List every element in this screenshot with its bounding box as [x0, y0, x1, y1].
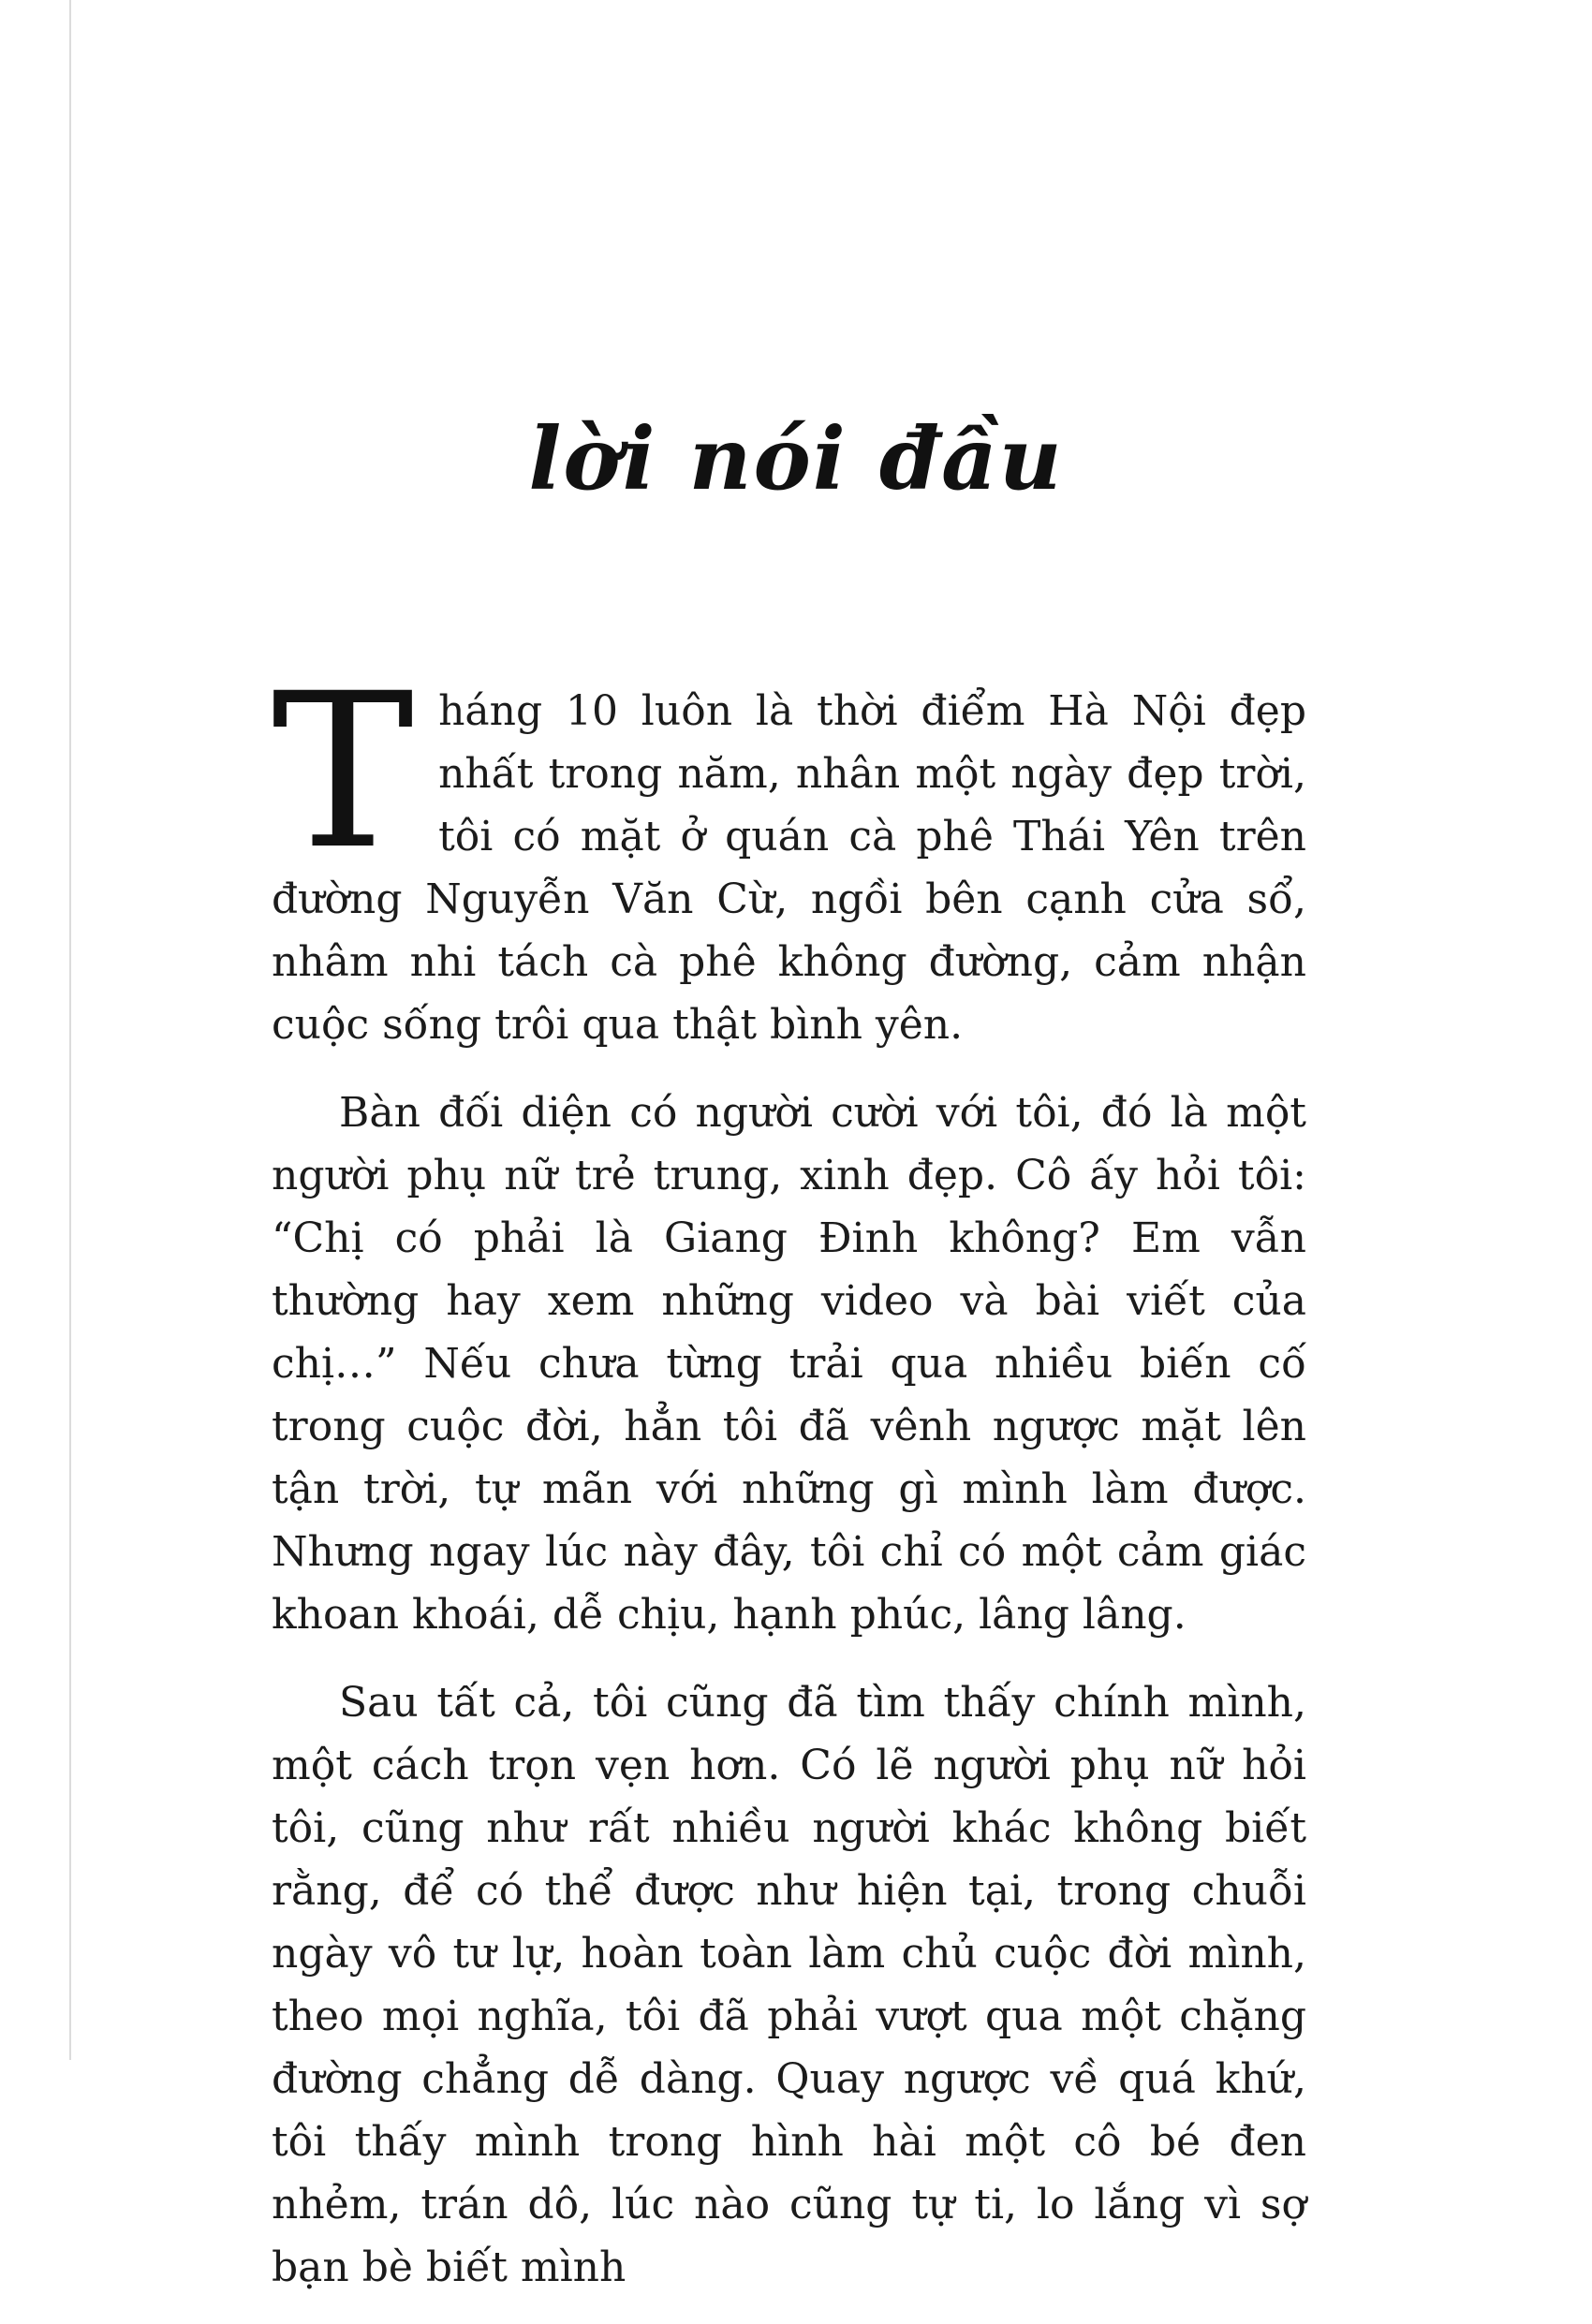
page-edge-line — [69, 0, 71, 2060]
page-title: lời nói đầu — [528, 407, 1064, 509]
paragraph: Sau tất cả, tôi cũng đã tìm thấy chính mình, một cách trọn vẹn hơn. Có lẽ người phụ nữ hỏi tôi, cũng như rất nhiều người khác không biết rằng, để có thể được như hiện tại, trong chuỗi ngày vô tư lự, hoàn toàn làm chủ cuộc đời mình, theo mọi nghĩa, tôi đã phải vượt qua một chặng đường chẳng dễ dàng. Quay ngược về quá khứ, tôi thấy mình trong hình hài một cô bé đen nhẻm, trán dô, lúc nào cũng tự ti, lo lắng vì sợ bạn bè biết mình — [272, 1679, 1306, 2291]
paragraph — [272, 647, 1306, 1056]
body-text — [272, 647, 1306, 2324]
paragraph: Bàn đối diện có người cười với tôi, đó là một người phụ nữ trẻ trung, xinh đẹp. Cô ấy hỏi tôi: “Chị có phải là Giang Đinh không? Em vẫn thường hay xem những video và bài viết của chị…” Nếu chưa từng trải qua nhiều biến cố trong cuộc đời, hẳn tôi đã vênh ngược mặt lên tận trời, tự mãn với những gì mình làm được. Nhưng ngay lúc này đây, tôi chỉ có một cảm giác khoan khoái, dễ chịu, hạnh phúc, lâng lâng. — [272, 1089, 1306, 1639]
paragraph-text: háng 10 luôn là thời điểm Hà Nội đẹp nhất trong năm, nhân một ngày đẹp trời, tôi có mặt ở quán cà phê Thái Yên trên đường Nguyễn Văn Cừ, ngồi bên cạnh cửa sổ, nhâm nhi tách cà phê không đường, cảm nhận cuộc sống trôi qua thật bình yên. — [272, 687, 1306, 1049]
drop-cap: T — [272, 647, 415, 896]
